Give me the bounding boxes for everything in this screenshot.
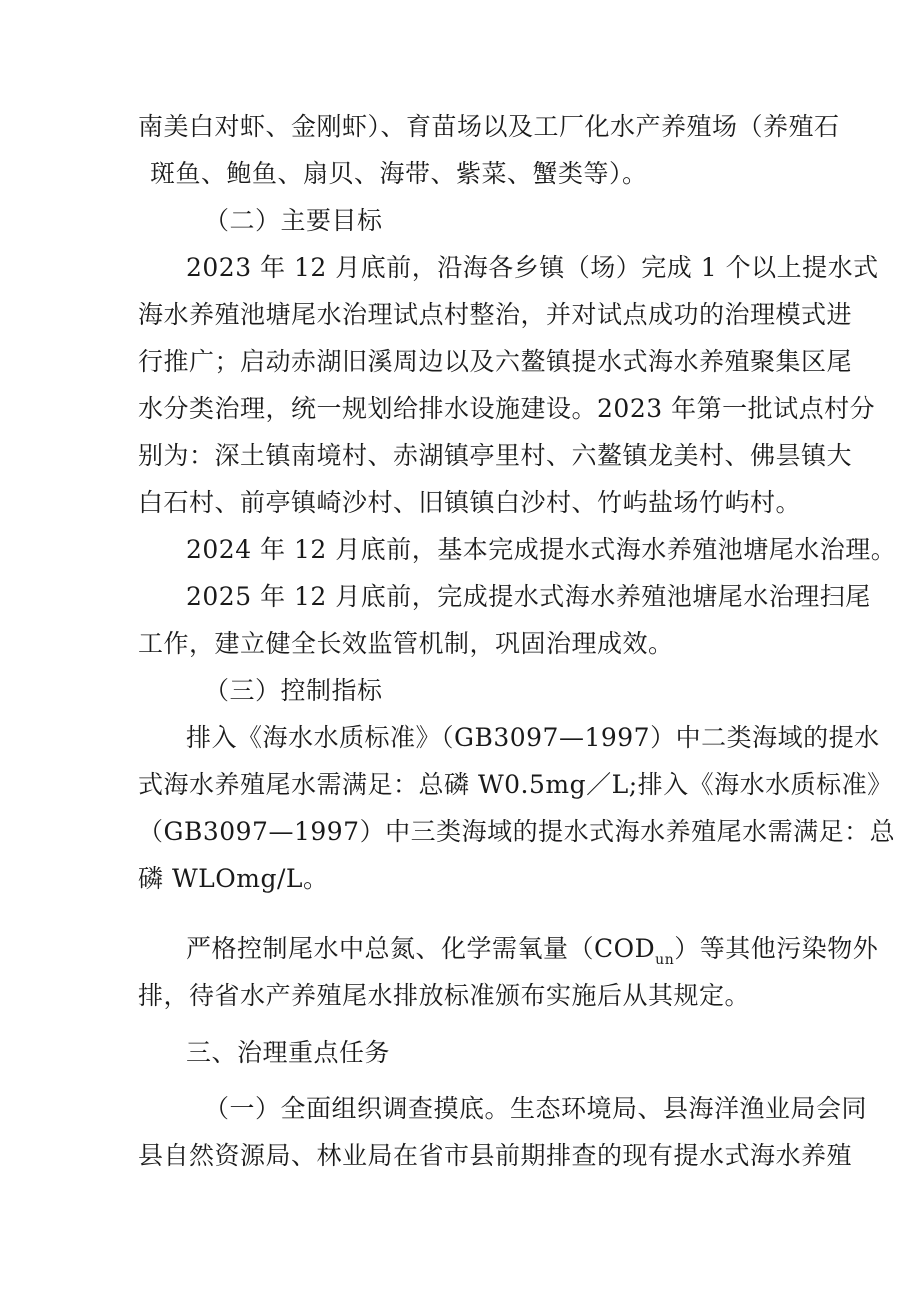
paragraph-line: 排入《海水水质标准》（GB3097—1997）中二类海域的提水: [186, 723, 880, 752]
paragraph-line: 2024 年 12 月底前，基本完成提水式海水养殖池塘尾水治理。: [186, 535, 897, 564]
paragraph-line: 海水养殖池塘尾水治理试点村整治，并对试点成功的治理模式进: [138, 300, 853, 329]
paragraph-line: 县自然资源局、林业局在省市县前期排查的现有提水式海水养殖: [138, 1141, 853, 1170]
paragraph-line: 斑鱼、鲍鱼、扇贝、海带、紫菜、蟹类等）。: [150, 159, 648, 188]
subscript: un: [655, 952, 675, 968]
text-segment: 严格控制尾水中总氮、化学需氧量（COD: [186, 934, 656, 963]
paragraph-line: [186, 925, 878, 977]
paragraph-line: （GB3097—1997）中三类海域的提水式海水养殖尾水需满足：总: [138, 817, 896, 846]
paragraph-line: 磷 WLOmg/L。: [138, 864, 329, 893]
section-heading: 三、治理重点任务: [186, 1038, 391, 1067]
paragraph-line: 南美白对虾、金刚虾）、育苗场以及工厂化水产养殖场（养殖石: [138, 112, 840, 141]
section-heading: （三）控制指标: [204, 676, 383, 705]
paragraph-line: 排，待省水产养殖尾水排放标准颁布实施后从其规定。: [138, 981, 751, 1010]
paragraph-line: 白石村、前亭镇崎沙村、旧镇镇白沙村、竹屿盐场竹屿村。: [138, 488, 802, 517]
paragraph-line: 式海水养殖尾水需满足：总磷 W0.5mg／L;排入《海水水质标准》: [138, 770, 893, 799]
paragraph-line: 别为：深土镇南境村、赤湖镇亭里村、六鳌镇龙美村、佛昙镇大: [138, 441, 853, 470]
paragraph-line: 2025 年 12 月底前，完成提水式海水养殖池塘尾水治理扫尾: [186, 582, 871, 611]
paragraph-line: （一）全面组织调查摸底。生态环境局、县海洋渔业局会同: [204, 1094, 868, 1123]
paragraph-line: 2023 年 12 月底前，沿海各乡镇（场）完成 1 个以上提水式: [186, 253, 879, 282]
section-heading: （二）主要目标: [204, 206, 383, 235]
paragraph-line: 行推广；启动赤湖旧溪周边以及六鳌镇提水式海水养殖聚集区尾: [138, 347, 853, 376]
text-segment: ）等其他污染物外: [674, 934, 879, 963]
paragraph-line: 工作，建立健全长效监管机制，巩固治理成效。: [138, 629, 674, 658]
paragraph-line: 水分类治理，统一规划给排水设施建设。2023 年第一批试点村分: [138, 394, 876, 423]
